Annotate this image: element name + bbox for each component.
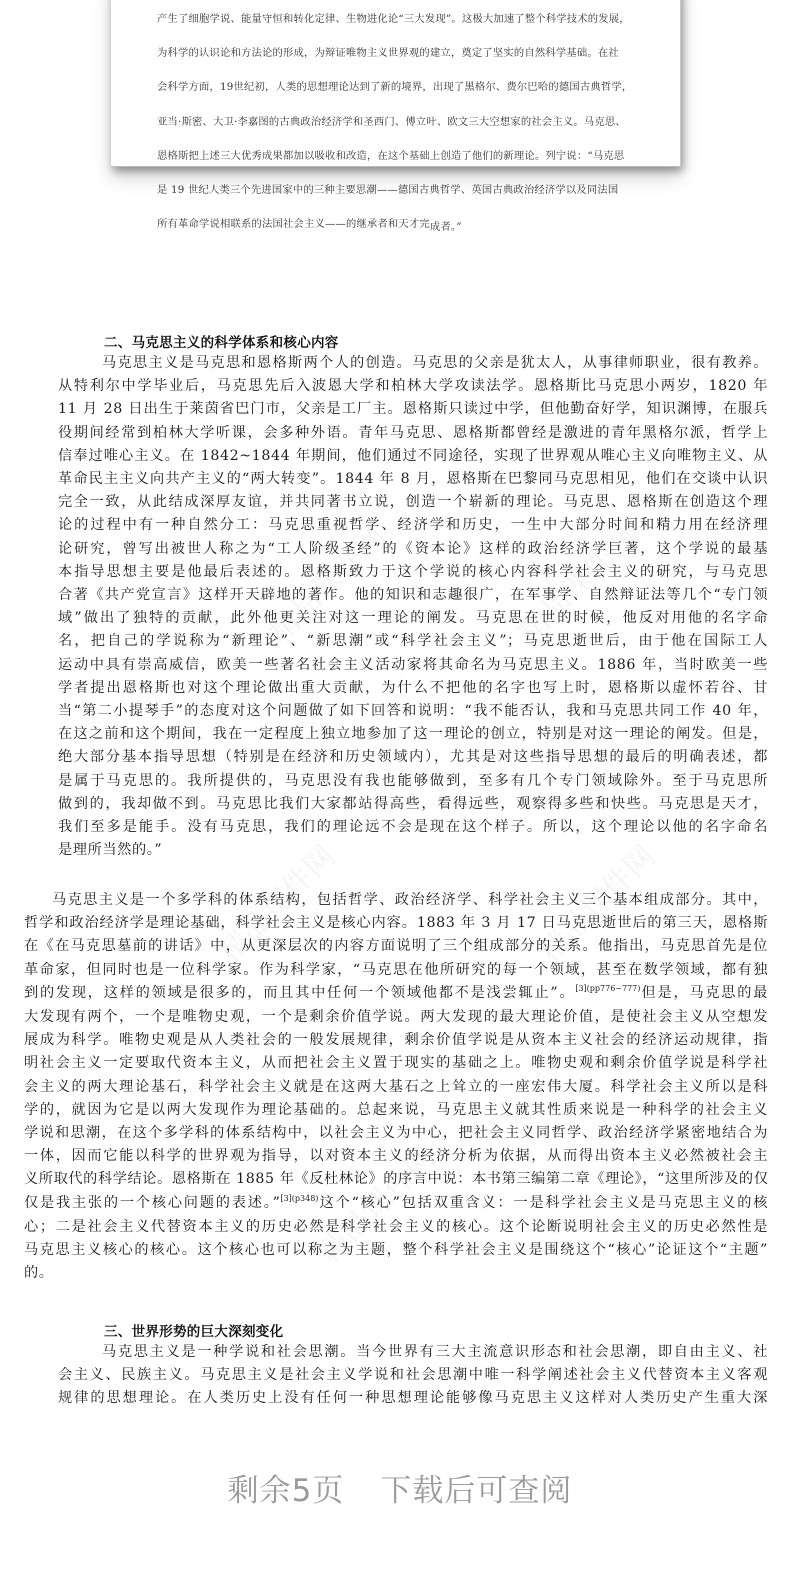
text-line: 明社会主义一定要取代资本主义，从而把社会主义置于现实的基础之上。唯物史观和剩余价值学说是科学社 [24, 1055, 768, 1072]
section-heading: 二、马克思主义的科学体系和核心内容 [104, 335, 339, 351]
text-line: 是属于马克思的。我所提供的，马克思没有我也能够做到，至多有几个专门领域除外。至于马克思所 [58, 772, 768, 789]
section2-paragraph-2 [24, 889, 768, 1285]
preview-line: 会科学方面，19世纪初，人类的思想理论达到了新的境界，出现了黑格尔、费尔巴哈的德国古典哲学， [157, 81, 633, 94]
text-line: 心；二是社会主义代替资本主义的历史必然是科学社会主义的核心。这个论断说明社会主义的历史必然性是 [24, 1218, 768, 1235]
text-line: 绝大部分基本指导思想（特别是在经济和历史领域内），尤其是对这些指导思想的最后的明确表述，都 [58, 749, 768, 766]
download-to-view-banner[interactable] [0, 1465, 800, 1510]
download-prompt-label: 下载后可查阅 [380, 1473, 573, 1509]
text-line: 马克思主义是马克思和恩格斯两个人的创造。马克思的父亲是犹太人，从事律师职业，很有教养。 [102, 355, 768, 371]
text-line: 展成为科学。唯物史观是从人类社会的一般发展规律，剩余价值学说是从资本主义社会的经济运动规律，指 [24, 1032, 768, 1049]
text-line: 名，把自己的学说称为“新理论”、“新思潮”或“科学社会主义”；马克思逝世后，由于他在国际工人 [58, 633, 768, 650]
text-line: 11 月 28 日出生于莱茵省巴门市，父亲是工厂主。恩格斯只读过中学，但他勤奋好学，知识渊博，在服兵 [58, 401, 768, 418]
text-line-with-citation: 仅是我主张的一个核心问题的表述。”$^{[3](p348)}$这个“核心”包括双重含义：一是科学社会主义是马克思主义的核 [24, 1193, 768, 1211]
text-line: 一体，因而它能以科学的世界观为指导，以对资本主义的经济分析为依据，从而得出资本主义必然被社会主 [24, 1148, 768, 1165]
text-line: 学者提出恩格斯也对这个理论做出重大贡献，为什么不把他的名字也写上时，恩格斯以虚怀若谷、甘 [58, 679, 768, 696]
text-line: 的。 [24, 1265, 54, 1282]
text-line: 是理所当然的。” [58, 842, 163, 859]
preview-line: 亚当·斯密、大卫·李嘉图的古典政治经济学和圣西门、傅立叶、欧文三大空想家的社会主义。马克思、 [157, 115, 626, 128]
text-line: 论研究，曾写出被世人称之为“工人阶级圣经”的《资本论》这样的政治经济学巨著，这个学说的最基 [58, 540, 768, 557]
text-line: 当“第二小提琴手”的态度对这个问题做了如下回答和说明：“我不能否认，我和马克思共同工作 40 年， [58, 703, 768, 720]
text-line: 完全一致，从此结成深厚友谊，并共同著书立说，创造一个崭新的理论。马克思、恩格斯在创造这个理 [58, 494, 768, 511]
text-line: 马克思主义核心的核心。这个核心也可以称之为主题，整个科学社会主义是围绕这个“核心”论证这个“主题” [24, 1242, 768, 1259]
text-line: 规律的思想理论。在人类历史上没有任何一种思想理论能够像马克思主义这样对人类历史产生重大深 [58, 1390, 768, 1407]
text-line: 从特利尔中学毕业后，马克思先后入波恩大学和柏林大学攻读法学。恩格斯比马克思小两岁，1820 年 [58, 378, 768, 395]
text-line: 大发现有两个，一个是唯物史观，一个是剩余价值学说。两大发现的最大理论价值，是使社会主义从空想发 [24, 1009, 768, 1026]
text-line: 会主义、民族主义。马克思主义是社会主义学说和社会思潮中唯一科学阐述社会主义代替资本主义客观 [58, 1367, 768, 1384]
preview-line: 所有革命学说相联系的法国社会主义——的继承者和天才完 [157, 218, 430, 231]
citation-mark: [3](pp776~777) [575, 983, 641, 993]
preview-page-card [111, 0, 681, 234]
text-line: 信奉过唯心主义。在 1842~1844 年期间，他们通过不同途径，实现了世界观从唯心主义向唯物主义、从 [58, 447, 768, 464]
text-line-with-citation: 到的发现，这样的领域是很多的，而且其中任何一个领域他都不是浅尝辄止”。$^{[3](pp776\sim 777)}$但是，马克思的最 [24, 983, 768, 1001]
text-line: 会主义的两大理论基石，科学社会主义就是在这两大基石之上耸立的一座宏伟大厦。科学社会主义所以是科 [24, 1078, 768, 1095]
text-line: 在《在马克思墓前的讲话》中，从更深层次的内容方面说明了三个组成部分的关系。他指出，马克思首先是位 [24, 938, 768, 955]
text-line: 马克思主义是一个多学科的体系结构，包括哲学、政治经济学、科学社会主义三个基本组成部分。其中， [52, 892, 768, 908]
preview-line: 为科学的认识论和方法论的形成，为辩证唯物主义世界观的建立，奠定了坚实的自然科学基础。在社 [157, 47, 619, 60]
text-line: 在这之前和这个期间，我在一定程度上独立地参加了这一理论的创立，特别是对这一理论的阐发。但是， [58, 726, 768, 743]
citation-mark: [3](p348) [280, 1193, 319, 1203]
preview-line-tail: 成者。” [429, 221, 462, 234]
section3-paragraph-1 [58, 1341, 768, 1411]
text-line: 本指导思想主要是他最后表述的。恩格斯致力于这个学说的核心内容科学社会主义的研究，与马克思 [58, 563, 768, 580]
text-line: 合著《共产党宣言》这样开天辟地的著作。他的知识和志趣很广，在军事学、自然辩证法等几个“专门领 [58, 587, 768, 604]
text-line: 学说和思潮，在这个多学科的体系结构中，以社会主义为中心，把社会主义同哲学、政治经济学紧密地结合为 [24, 1125, 768, 1142]
text-line: 革命民主主义向共产主义的“两大转变”。1844 年 8 月，恩格斯在巴黎同马克思相见，他们在交谈中认识 [58, 471, 768, 488]
preview-line: 是 19 世纪人类三个先进国家中的三种主要思潮——德国古典哲学、英国古典政治经济学以及同法国 [157, 184, 619, 197]
text-line: 运动中具有崇高威信，欧美一些著名社会主义活动家将其命名为马克思主义。1886 年，当时欧美一些 [58, 656, 768, 673]
remaining-pages-label: 剩余5页 [227, 1473, 345, 1509]
text-line: 论的过程中有一种自然分工：马克思重视哲学、经济学和历史，一生中大部分时间和精力用在经济理 [58, 517, 768, 534]
preview-page-text [157, 0, 647, 233]
text-line: 革命家，但同时也是一位科学家。作为科学家，“马克思在他所研究的每一个领域，甚至在数学领域，都有独 [24, 961, 768, 978]
preview-line: 恩格斯把上述三大优秀成果都加以吸收和改造，在这个基础上创造了他们的新理论。列宁说：“马克思 [157, 149, 625, 162]
text-line: 役期间经常到柏林大学听课，会多种外语。青年马克思、恩格斯都曾经是激进的青年黑格尔派，哲学上 [58, 424, 768, 441]
section2-paragraph-1 [58, 352, 768, 862]
text-line: 我们至多是能手。没有马克思，我们的理论远不会是现在这个样子。所以，这个理论以他的名字命名 [58, 819, 768, 836]
text-line: 哲学和政治经济学是理论基础，科学社会主义是核心内容。1883 年 3 月 17 日马克思逝世后的第三天，恩格斯 [24, 915, 768, 932]
text-line: 域”做出了独特的贡献，此外他更关注对这一理论的阐发。马克思在世的时候，他反对用他的名字命 [58, 610, 768, 627]
text-line: 马克思主义是一种学说和社会思潮。当今世界有三大主流意识形态和社会思潮，即自由主义、社 [102, 1344, 768, 1360]
text-line: 义所取代的科学结论。恩格斯在 1885 年《反杜林论》的序言中说：本书第三编第二章《理论》，“这里所涉及的仅 [24, 1171, 769, 1188]
preview-line: 产生了细胞学说、能量守恒和转化定律、生物进化论“三大发现”。这极大加速了整个科学技术的发展， [157, 13, 630, 26]
section-heading: 三、世界形势的巨大深刻变化 [104, 1324, 284, 1340]
text-line: 做到的，我却做不到。马克思比我们大家都站得高些，看得远些，观察得多些和快些。马克思是天才， [58, 795, 768, 812]
text-line: 学的，就因为它是以两大发现作为理论基础的。总起来说，马克思主义就其性质来说是一种科学的社会主义 [24, 1101, 768, 1118]
